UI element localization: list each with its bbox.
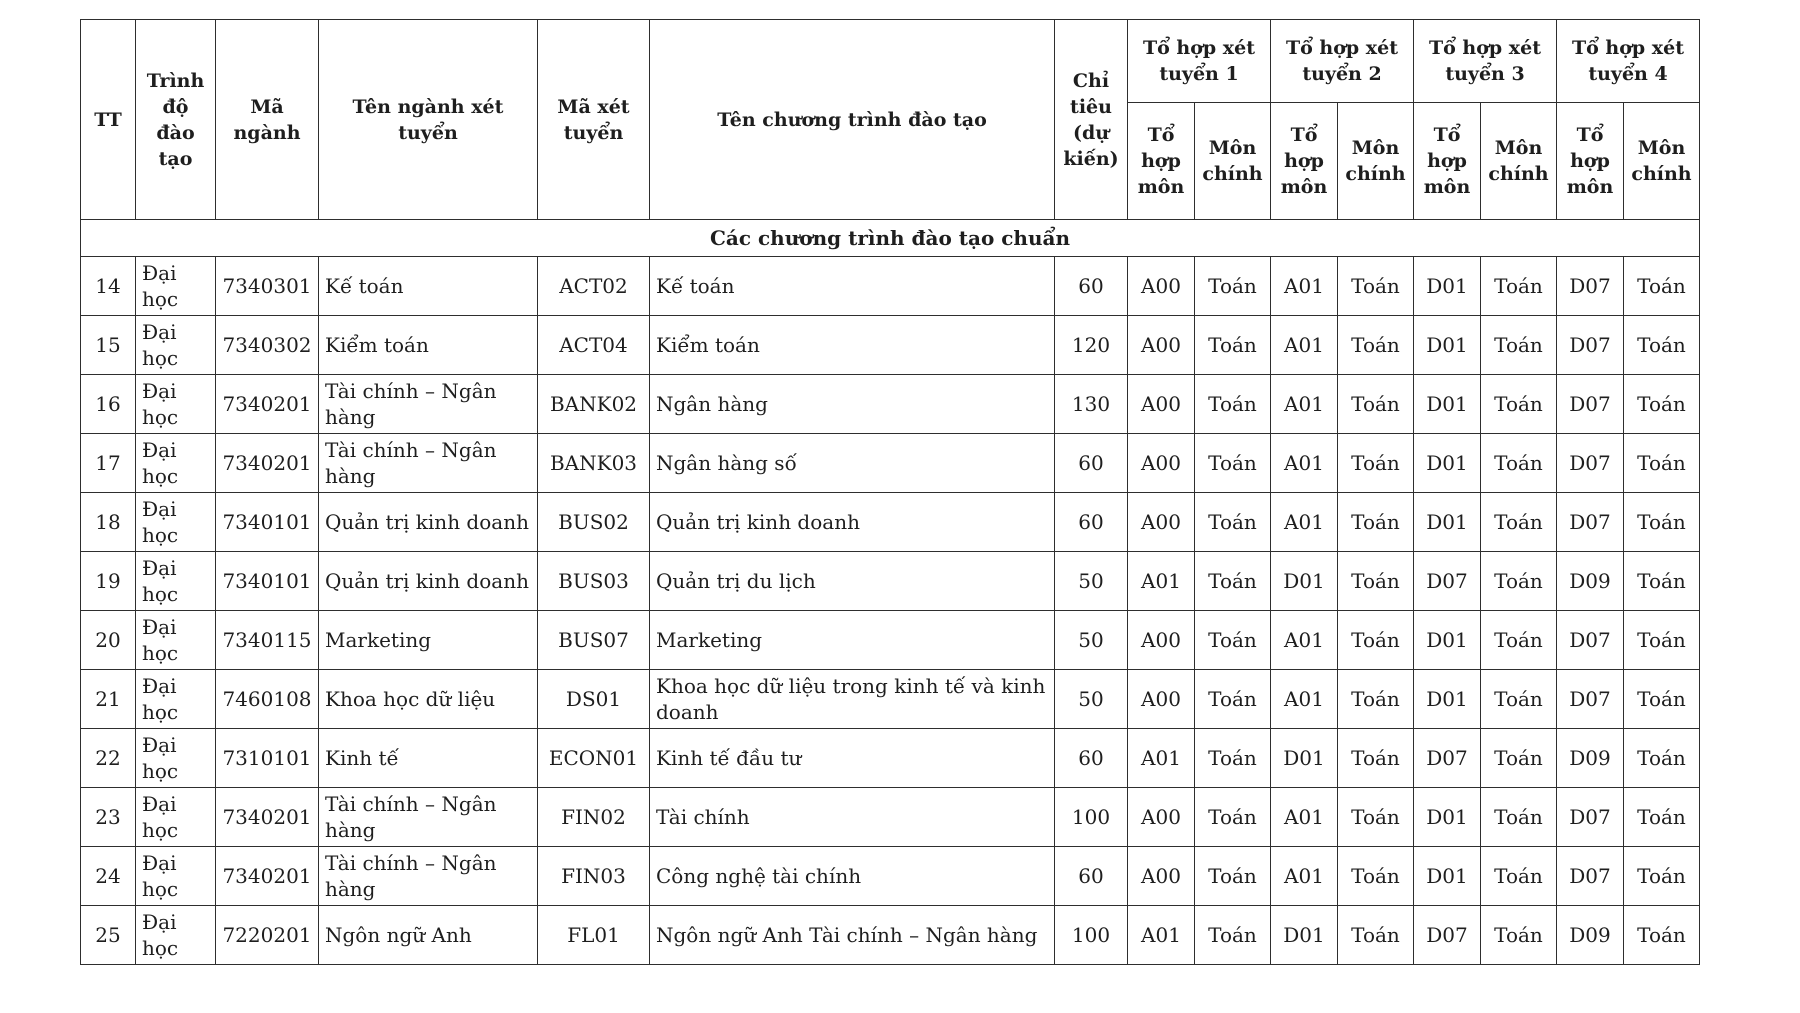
cell-mon-chinh: Toán <box>1195 670 1271 729</box>
cell-tt: 16 <box>81 375 136 434</box>
cell-mon-chinh: Toán <box>1195 434 1271 493</box>
table-row <box>81 316 1700 375</box>
table-row <box>81 847 1700 906</box>
header-ma-xet-tuyen: Mã xét tuyển <box>538 20 650 220</box>
cell-chi-tieu: 120 <box>1055 316 1128 375</box>
table-row <box>81 257 1700 316</box>
cell-ten-nganh: Marketing <box>319 611 538 670</box>
cell-to-hop-mon: D07 <box>1557 375 1624 434</box>
cell-mon-chinh: Toán <box>1624 788 1700 847</box>
cell-trinh-do: Đại học <box>136 788 216 847</box>
cell-mon-chinh: Toán <box>1481 847 1557 906</box>
cell-chi-tieu: 60 <box>1055 729 1128 788</box>
cell-to-hop-mon: A00 <box>1128 316 1195 375</box>
cell-mon-chinh: Toán <box>1624 375 1700 434</box>
cell-mon-chinh: Toán <box>1624 316 1700 375</box>
cell-chi-tieu: 50 <box>1055 670 1128 729</box>
cell-ma-xet-tuyen: ACT04 <box>538 316 650 375</box>
cell-ma-nganh: 7340301 <box>216 257 319 316</box>
header-trinh-do: Trình độ đào tạo <box>136 20 216 220</box>
cell-mon-chinh: Toán <box>1338 611 1414 670</box>
cell-to-hop-mon: D09 <box>1557 729 1624 788</box>
cell-ten-chuong-trinh: Ngôn ngữ Anh Tài chính – Ngân hàng <box>650 906 1055 965</box>
cell-to-hop-mon: A01 <box>1271 847 1338 906</box>
cell-to-hop-mon: A01 <box>1271 670 1338 729</box>
cell-mon-chinh: Toán <box>1338 434 1414 493</box>
cell-ten-chuong-trinh: Ngân hàng <box>650 375 1055 434</box>
cell-mon-chinh: Toán <box>1481 788 1557 847</box>
cell-mon-chinh: Toán <box>1338 316 1414 375</box>
header-mon-chinh: Môn chính <box>1624 103 1700 220</box>
cell-mon-chinh: Toán <box>1195 316 1271 375</box>
cell-to-hop-mon: A00 <box>1128 375 1195 434</box>
cell-tt: 24 <box>81 847 136 906</box>
table-header <box>81 20 1700 220</box>
cell-mon-chinh: Toán <box>1195 906 1271 965</box>
cell-mon-chinh: Toán <box>1338 729 1414 788</box>
cell-ten-nganh: Khoa học dữ liệu <box>319 670 538 729</box>
cell-mon-chinh: Toán <box>1338 257 1414 316</box>
section-title: Các chương trình đào tạo chuẩn <box>81 220 1700 257</box>
cell-mon-chinh: Toán <box>1338 847 1414 906</box>
cell-chi-tieu: 50 <box>1055 611 1128 670</box>
cell-to-hop-mon: D07 <box>1557 788 1624 847</box>
cell-to-hop-mon: A01 <box>1271 611 1338 670</box>
cell-ten-chuong-trinh: Quản trị du lịch <box>650 552 1055 611</box>
cell-ma-nganh: 7340302 <box>216 316 319 375</box>
cell-ten-nganh: Kinh tế <box>319 729 538 788</box>
header-to-hop-4: Tổ hợp xét tuyển 4 <box>1557 20 1700 103</box>
cell-to-hop-mon: D07 <box>1557 611 1624 670</box>
cell-tt: 21 <box>81 670 136 729</box>
cell-to-hop-mon: A00 <box>1128 670 1195 729</box>
table-row <box>81 611 1700 670</box>
cell-to-hop-mon: D07 <box>1557 493 1624 552</box>
cell-ten-chuong-trinh: Kế toán <box>650 257 1055 316</box>
cell-ma-xet-tuyen: BUS03 <box>538 552 650 611</box>
cell-chi-tieu: 100 <box>1055 788 1128 847</box>
cell-mon-chinh: Toán <box>1481 729 1557 788</box>
cell-to-hop-mon: D07 <box>1414 552 1481 611</box>
cell-chi-tieu: 100 <box>1055 906 1128 965</box>
cell-ten-nganh: Quản trị kinh doanh <box>319 493 538 552</box>
cell-ma-xet-tuyen: FL01 <box>538 906 650 965</box>
cell-to-hop-mon: D09 <box>1557 552 1624 611</box>
cell-to-hop-mon: A01 <box>1128 729 1195 788</box>
cell-tt: 19 <box>81 552 136 611</box>
cell-mon-chinh: Toán <box>1195 493 1271 552</box>
cell-trinh-do: Đại học <box>136 493 216 552</box>
cell-ma-nganh: 7220201 <box>216 906 319 965</box>
cell-ten-chuong-trinh: Kiểm toán <box>650 316 1055 375</box>
cell-to-hop-mon: A01 <box>1128 906 1195 965</box>
cell-trinh-do: Đại học <box>136 670 216 729</box>
cell-ten-nganh: Quản trị kinh doanh <box>319 552 538 611</box>
cell-mon-chinh: Toán <box>1624 257 1700 316</box>
cell-ten-chuong-trinh: Kinh tế đầu tư <box>650 729 1055 788</box>
cell-ma-xet-tuyen: DS01 <box>538 670 650 729</box>
cell-chi-tieu: 50 <box>1055 552 1128 611</box>
cell-to-hop-mon: A00 <box>1128 611 1195 670</box>
cell-mon-chinh: Toán <box>1195 375 1271 434</box>
table-row <box>81 493 1700 552</box>
cell-tt: 23 <box>81 788 136 847</box>
cell-chi-tieu: 130 <box>1055 375 1128 434</box>
table-row <box>81 375 1700 434</box>
cell-ten-chuong-trinh: Khoa học dữ liệu trong kinh tế và kinh doanh <box>650 670 1055 729</box>
cell-to-hop-mon: D01 <box>1414 611 1481 670</box>
cell-ma-xet-tuyen: BANK02 <box>538 375 650 434</box>
cell-mon-chinh: Toán <box>1338 493 1414 552</box>
cell-mon-chinh: Toán <box>1481 611 1557 670</box>
cell-mon-chinh: Toán <box>1195 788 1271 847</box>
cell-trinh-do: Đại học <box>136 434 216 493</box>
cell-mon-chinh: Toán <box>1195 847 1271 906</box>
cell-tt: 18 <box>81 493 136 552</box>
header-to-hop-mon: Tổ hợp môn <box>1414 103 1481 220</box>
cell-mon-chinh: Toán <box>1481 434 1557 493</box>
header-ten-chuong-trinh: Tên chương trình đào tạo <box>650 20 1055 220</box>
table-row <box>81 729 1700 788</box>
header-mon-chinh: Môn chính <box>1481 103 1557 220</box>
cell-ten-chuong-trinh: Ngân hàng số <box>650 434 1055 493</box>
cell-mon-chinh: Toán <box>1481 906 1557 965</box>
admission-table <box>80 19 1700 965</box>
header-chi-tieu: Chỉ tiêu (dự kiến) <box>1055 20 1128 220</box>
cell-to-hop-mon: D01 <box>1414 847 1481 906</box>
cell-mon-chinh: Toán <box>1481 670 1557 729</box>
header-ma-nganh: Mã ngành <box>216 20 319 220</box>
cell-mon-chinh: Toán <box>1624 434 1700 493</box>
cell-to-hop-mon: D01 <box>1414 257 1481 316</box>
header-ten-nganh: Tên ngành xét tuyển <box>319 20 538 220</box>
cell-to-hop-mon: D01 <box>1271 552 1338 611</box>
cell-ma-nganh: 7340101 <box>216 552 319 611</box>
cell-to-hop-mon: A00 <box>1128 788 1195 847</box>
cell-mon-chinh: Toán <box>1624 906 1700 965</box>
cell-ma-xet-tuyen: ACT02 <box>538 257 650 316</box>
cell-ten-nganh: Kế toán <box>319 257 538 316</box>
cell-mon-chinh: Toán <box>1624 729 1700 788</box>
cell-mon-chinh: Toán <box>1481 375 1557 434</box>
cell-trinh-do: Đại học <box>136 552 216 611</box>
cell-ma-xet-tuyen: FIN03 <box>538 847 650 906</box>
cell-ma-nganh: 7340201 <box>216 375 319 434</box>
cell-trinh-do: Đại học <box>136 375 216 434</box>
cell-ma-nganh: 7310101 <box>216 729 319 788</box>
cell-mon-chinh: Toán <box>1195 729 1271 788</box>
cell-trinh-do: Đại học <box>136 316 216 375</box>
cell-mon-chinh: Toán <box>1338 788 1414 847</box>
cell-ma-nganh: 7340201 <box>216 788 319 847</box>
header-tt: TT <box>81 20 136 220</box>
cell-mon-chinh: Toán <box>1195 257 1271 316</box>
cell-ma-xet-tuyen: ECON01 <box>538 729 650 788</box>
cell-mon-chinh: Toán <box>1481 552 1557 611</box>
cell-trinh-do: Đại học <box>136 847 216 906</box>
cell-trinh-do: Đại học <box>136 257 216 316</box>
cell-ten-chuong-trinh: Công nghệ tài chính <box>650 847 1055 906</box>
cell-mon-chinh: Toán <box>1481 257 1557 316</box>
cell-to-hop-mon: D07 <box>1414 729 1481 788</box>
cell-chi-tieu: 60 <box>1055 847 1128 906</box>
cell-to-hop-mon: A00 <box>1128 257 1195 316</box>
cell-tt: 14 <box>81 257 136 316</box>
header-to-hop-3: Tổ hợp xét tuyển 3 <box>1414 20 1557 103</box>
cell-to-hop-mon: A01 <box>1271 493 1338 552</box>
cell-to-hop-mon: D01 <box>1414 788 1481 847</box>
cell-tt: 20 <box>81 611 136 670</box>
cell-ma-nganh: 7340101 <box>216 493 319 552</box>
cell-to-hop-mon: D01 <box>1414 375 1481 434</box>
header-to-hop-mon: Tổ hợp môn <box>1271 103 1338 220</box>
cell-mon-chinh: Toán <box>1338 670 1414 729</box>
cell-ma-xet-tuyen: BUS02 <box>538 493 650 552</box>
cell-tt: 15 <box>81 316 136 375</box>
table-body <box>81 220 1700 965</box>
cell-to-hop-mon: D01 <box>1414 434 1481 493</box>
cell-to-hop-mon: D07 <box>1557 316 1624 375</box>
header-mon-chinh: Môn chính <box>1195 103 1271 220</box>
cell-ma-nganh: 7460108 <box>216 670 319 729</box>
section-row <box>81 220 1700 257</box>
cell-mon-chinh: Toán <box>1481 493 1557 552</box>
cell-ten-nganh: Tài chính – Ngân hàng <box>319 847 538 906</box>
cell-tt: 17 <box>81 434 136 493</box>
cell-ten-chuong-trinh: Tài chính <box>650 788 1055 847</box>
cell-to-hop-mon: A01 <box>1128 552 1195 611</box>
cell-to-hop-mon: A00 <box>1128 847 1195 906</box>
cell-ten-nganh: Kiểm toán <box>319 316 538 375</box>
table-row <box>81 552 1700 611</box>
cell-ma-xet-tuyen: FIN02 <box>538 788 650 847</box>
cell-mon-chinh: Toán <box>1624 847 1700 906</box>
cell-mon-chinh: Toán <box>1624 493 1700 552</box>
cell-trinh-do: Đại học <box>136 906 216 965</box>
cell-trinh-do: Đại học <box>136 729 216 788</box>
cell-to-hop-mon: D07 <box>1557 847 1624 906</box>
cell-mon-chinh: Toán <box>1195 552 1271 611</box>
cell-ma-nganh: 7340201 <box>216 847 319 906</box>
cell-mon-chinh: Toán <box>1195 611 1271 670</box>
header-to-hop-mon: Tổ hợp môn <box>1557 103 1624 220</box>
cell-mon-chinh: Toán <box>1624 552 1700 611</box>
cell-ten-chuong-trinh: Marketing <box>650 611 1055 670</box>
cell-to-hop-mon: D09 <box>1557 906 1624 965</box>
cell-ten-nganh: Ngôn ngữ Anh <box>319 906 538 965</box>
cell-chi-tieu: 60 <box>1055 493 1128 552</box>
cell-chi-tieu: 60 <box>1055 257 1128 316</box>
cell-mon-chinh: Toán <box>1481 316 1557 375</box>
table-row <box>81 906 1700 965</box>
cell-to-hop-mon: D01 <box>1271 906 1338 965</box>
header-mon-chinh: Môn chính <box>1338 103 1414 220</box>
cell-to-hop-mon: D01 <box>1414 493 1481 552</box>
cell-to-hop-mon: D01 <box>1271 729 1338 788</box>
table-row <box>81 434 1700 493</box>
cell-to-hop-mon: A01 <box>1271 788 1338 847</box>
header-to-hop-1: Tổ hợp xét tuyển 1 <box>1128 20 1271 103</box>
cell-mon-chinh: Toán <box>1624 670 1700 729</box>
cell-to-hop-mon: D07 <box>1557 670 1624 729</box>
cell-ma-xet-tuyen: BANK03 <box>538 434 650 493</box>
table-row <box>81 670 1700 729</box>
cell-to-hop-mon: A01 <box>1271 434 1338 493</box>
cell-ma-nganh: 7340115 <box>216 611 319 670</box>
cell-to-hop-mon: A01 <box>1271 257 1338 316</box>
cell-to-hop-mon: D07 <box>1557 257 1624 316</box>
cell-chi-tieu: 60 <box>1055 434 1128 493</box>
cell-ten-nganh: Tài chính – Ngân hàng <box>319 434 538 493</box>
cell-to-hop-mon: D07 <box>1414 906 1481 965</box>
cell-ten-nganh: Tài chính – Ngân hàng <box>319 375 538 434</box>
header-to-hop-mon: Tổ hợp môn <box>1128 103 1195 220</box>
cell-mon-chinh: Toán <box>1338 375 1414 434</box>
cell-tt: 25 <box>81 906 136 965</box>
cell-to-hop-mon: A00 <box>1128 434 1195 493</box>
cell-to-hop-mon: A01 <box>1271 375 1338 434</box>
cell-tt: 22 <box>81 729 136 788</box>
header-to-hop-2: Tổ hợp xét tuyển 2 <box>1271 20 1414 103</box>
cell-mon-chinh: Toán <box>1338 552 1414 611</box>
cell-ma-nganh: 7340201 <box>216 434 319 493</box>
cell-mon-chinh: Toán <box>1624 611 1700 670</box>
cell-mon-chinh: Toán <box>1338 906 1414 965</box>
cell-trinh-do: Đại học <box>136 611 216 670</box>
cell-to-hop-mon: D07 <box>1557 434 1624 493</box>
table-row <box>81 788 1700 847</box>
cell-to-hop-mon: D01 <box>1414 316 1481 375</box>
cell-to-hop-mon: D01 <box>1414 670 1481 729</box>
cell-ten-chuong-trinh: Quản trị kinh doanh <box>650 493 1055 552</box>
cell-ten-nganh: Tài chính – Ngân hàng <box>319 788 538 847</box>
cell-to-hop-mon: A00 <box>1128 493 1195 552</box>
cell-ma-xet-tuyen: BUS07 <box>538 611 650 670</box>
cell-to-hop-mon: A01 <box>1271 316 1338 375</box>
